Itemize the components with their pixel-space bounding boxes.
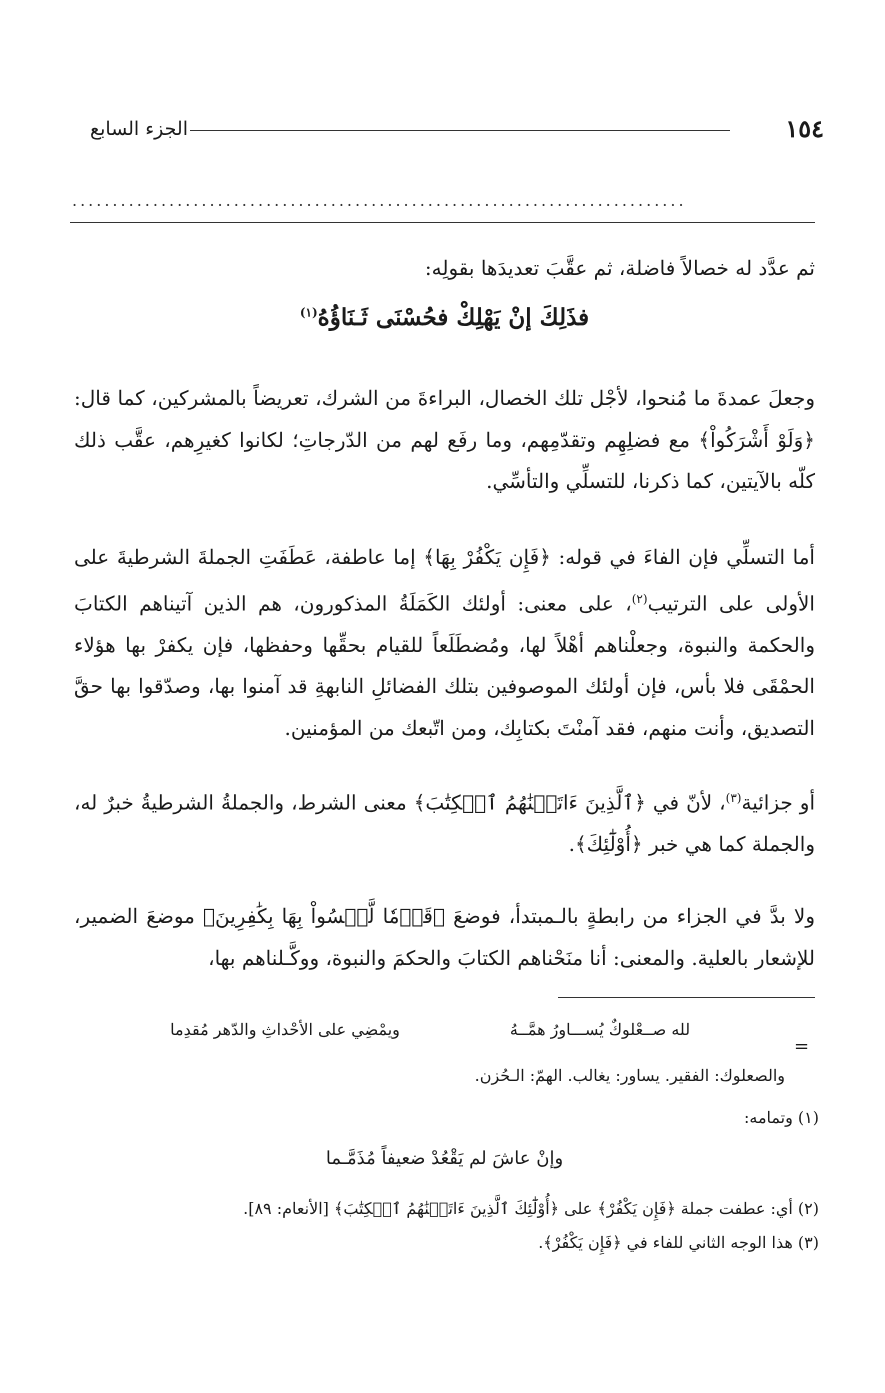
footnote-separator xyxy=(558,997,815,998)
intro-line: ثم عدَّد له خصالاً فاضلة، ثم عقَّبَ تعديدَها بقولِه: xyxy=(424,256,815,280)
paragraph-3-part-a: أو جزائية xyxy=(741,790,815,815)
poem-verse xyxy=(74,304,815,331)
continuation-mark: = xyxy=(794,1036,810,1057)
footnote-ref-3: (٣) xyxy=(725,791,742,805)
page-number: ١٥٤ xyxy=(785,114,824,143)
footnote-poem-first-hemistich: لله صــعْلوكٌ يُســـاورُ همَّــهُ xyxy=(509,1020,691,1039)
footnote-2: (٢) أي: عطفت جملة ﴿فَإِن يَكْفُرْ﴾ على ﴿أُوْلَٰٓئِكَ ٱلَّذِينَ ءَاتَيۡنَٰهُمُ ٱلۡكِتَٰبَ﴾ [الأنعام: ٨٩]. xyxy=(243,1199,819,1218)
footnote-1-verse: وإنْ عاشَ لم يَقْعُدْ ضعيفاً مُذَمَّـما xyxy=(325,1148,564,1169)
footnote-gloss: والصعلوك: الفقير. يساور: يغالب. الهمّ: الـحُزن. xyxy=(474,1066,785,1085)
paragraph-2-part-a: أما التسلِّي فإن الفاءَ في قوله: ﴿فَإِن يَكْفُرْ بِهَا﴾ إما عاطفة، عَطَفَتِ الجملةَ الشرطيةَ على الأولى على الترتيب xyxy=(74,545,815,616)
paragraph-1: وجعلَ عمدةَ ما مُنحوا، لأجْل تلك الخصال، البراءةَ من الشرك، تعريضاً بالمشركين، كما قال: ﴿وَلَوْ أَشْرَكُواْ﴾ مع فضلِهِم وتقدّمِهم، وما رفَع لهم من الدّرجاتِ؛ لكانوا كغيرِهم، عقَّب ذلك كلّه بالآيتين، كما ذكرنا، للتسلِّي والتأسِّي. xyxy=(74,386,815,493)
paragraph-3-part-b: ، لأنّ في ﴿ٱلَّذِينَ ءَاتَيۡنَٰهُمُ ٱلۡكِتَٰبَ﴾ معنى الشرط، والجملةُ الشرطيةُ خبرٌ له، والجملة كما هي خبر ﴿أُوْلَٰٓئِكَ﴾. xyxy=(74,790,815,857)
paragraph-2-part-b: ، على معنى: أولئك الكَمَلَةُ المذكورون، هم الذين آتيناهم الكتابَ والحكمة والنبوة، وجعلْناهم أهْلاً لها، ومُضطَلَعاً للقيام بحقِّها وحفظها، فإن يكفرْ بها هؤلاء الحمْقَى فلا بأس، فإن أولئك الموصوفين بتلك الفضائلِ النابهةِ قد آمنوا بها، وصدّقوا بها حقَّ التصديق، وأنت منهم، فقد آمنْتَ بكتابِك، ومن اتّبعك من المؤمنين. xyxy=(74,591,815,740)
header-rule xyxy=(190,130,730,131)
dotted-separator: ............................................................................ xyxy=(72,194,687,208)
footnote-ref-2: (٢) xyxy=(631,591,648,606)
footnote-ref-1: (١) xyxy=(299,305,318,320)
paragraph-2 xyxy=(74,537,815,749)
footnote-3: (٣) هذا الوجه الثاني للفاء في ﴿فَإِن يَكْفُرْ﴾. xyxy=(538,1233,819,1252)
verse-text: فذَلِكَ إنْ يَهْلِكْ فحُسْنَى ثَـنَاؤُهُ xyxy=(317,304,590,331)
footnote-1-label: (١) وتمامه: xyxy=(743,1108,819,1127)
top-rule xyxy=(70,222,815,223)
paragraph-3 xyxy=(74,778,815,866)
footnote-poem-second-hemistich: ويمْضِي على الأحْداثِ والدّهر مُقدِما xyxy=(170,1020,400,1039)
running-header-title: الجزء السابع xyxy=(90,118,188,140)
paragraph-4: ولا بدَّ في الجزاء من رابطةٍ بالـمبتدأ، فوضعَ ﴿قَوۡمٗا لَّيۡسُواْ بِهَا بِكَٰفِرِينَ﴾ موضعَ الضمير، للإشعار بالعلية. والمعنى: أنا منَحْناهم الكتابَ والحكمَ والنبوة، ووكَّـلناهم بها، xyxy=(74,904,815,970)
